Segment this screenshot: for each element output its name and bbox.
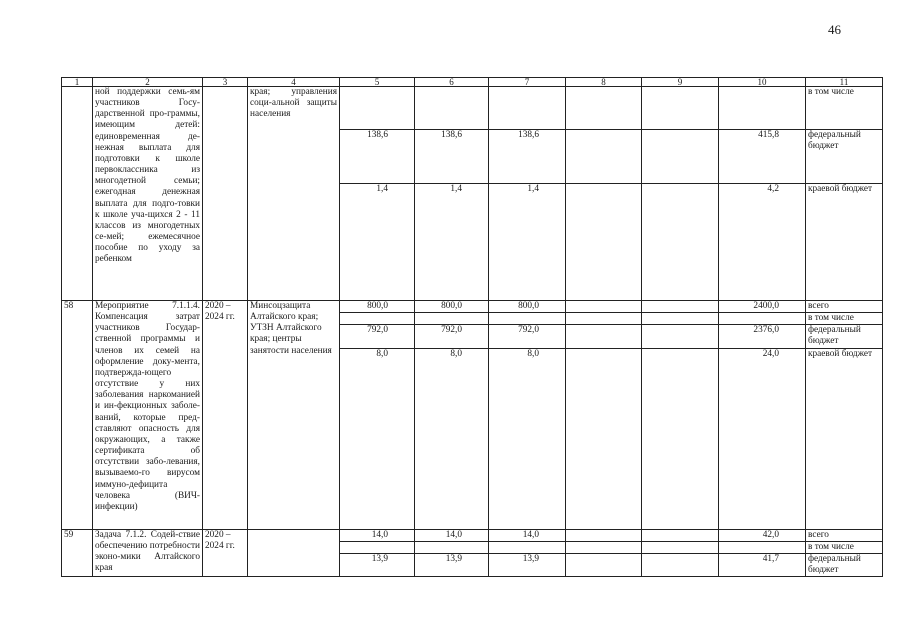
value-2024	[642, 325, 719, 348]
value-total: 42,0	[719, 529, 806, 541]
value-2023	[566, 87, 642, 130]
value-2020: 792,0	[340, 325, 415, 348]
value-total: 415,8	[719, 130, 806, 184]
value-total	[719, 541, 806, 553]
period-cell: 2020 – 2024 гг.	[203, 301, 248, 530]
value-2024	[642, 553, 719, 576]
value-2023	[566, 184, 642, 301]
value-total: 24,0	[719, 348, 806, 529]
value-2021: 8,0	[415, 348, 489, 529]
value-2021	[415, 87, 489, 130]
value-total: 2400,0	[719, 301, 806, 313]
value-2023	[566, 313, 642, 325]
funding-source: в том числе	[806, 313, 883, 325]
value-2021: 792,0	[415, 325, 489, 348]
table-row	[62, 529, 883, 541]
value-2020: 138,6	[340, 130, 415, 184]
value-2023	[566, 130, 642, 184]
value-2021	[415, 541, 489, 553]
col-header-9: 9	[642, 78, 719, 87]
value-2024	[642, 348, 719, 529]
value-2020	[340, 313, 415, 325]
value-2024	[642, 301, 719, 313]
period-cell	[203, 87, 248, 301]
value-2022	[489, 313, 566, 325]
value-2024	[642, 130, 719, 184]
value-2022	[489, 87, 566, 130]
value-2022	[489, 541, 566, 553]
executor-cell: края; управления соци-альной защиты населения	[248, 87, 340, 301]
col-header-11: 11	[806, 78, 883, 87]
value-2024	[642, 87, 719, 130]
measure-description: ной поддержки семь-ям участников Госу-дарственной про-граммы, имеющим детей: единовременная де-нежная выплата для подготовки к школе первоклассника из многодетной семьи; ежегодная денежная выплата для подго-товки к школе уча-щихся 2 - 11 классов из многодетных се-мей; ежемесячное пособие по уходу за ребенком	[93, 87, 203, 301]
funding-source: федеральный бюджет	[806, 130, 883, 184]
col-header-3: 3	[203, 78, 248, 87]
funding-source: в том числе	[806, 87, 883, 130]
period-cell: 2020 – 2024 гг.	[203, 529, 248, 577]
executor-cell	[248, 529, 340, 577]
value-2022: 792,0	[489, 325, 566, 348]
funding-source: всего	[806, 301, 883, 313]
row-number-cell: 59	[62, 529, 93, 577]
value-total: 2376,0	[719, 325, 806, 348]
value-2020	[340, 541, 415, 553]
value-total	[719, 87, 806, 130]
value-2021: 138,6	[415, 130, 489, 184]
value-2021	[415, 313, 489, 325]
col-header-5: 5	[340, 78, 415, 87]
funding-source: федеральный бюджет	[806, 325, 883, 348]
funding-source: в том числе	[806, 541, 883, 553]
value-total	[719, 313, 806, 325]
value-total: 4,2	[719, 184, 806, 301]
row-number-cell	[62, 87, 93, 301]
value-2020: 14,0	[340, 529, 415, 541]
value-2021: 13,9	[415, 553, 489, 576]
value-total: 41,7	[719, 553, 806, 576]
value-2023	[566, 553, 642, 576]
funding-source: всего	[806, 529, 883, 541]
table-row	[62, 87, 883, 130]
col-header-10: 10	[719, 78, 806, 87]
value-2023	[566, 301, 642, 313]
value-2023	[566, 325, 642, 348]
col-header-8: 8	[566, 78, 642, 87]
value-2022: 8,0	[489, 348, 566, 529]
page-number: 46	[828, 22, 841, 37]
table-row	[62, 301, 883, 313]
value-2022: 138,6	[489, 130, 566, 184]
value-2024	[642, 529, 719, 541]
value-2021: 1,4	[415, 184, 489, 301]
col-header-4: 4	[248, 78, 340, 87]
col-header-2: 2	[93, 78, 203, 87]
col-header-7: 7	[489, 78, 566, 87]
column-number-row	[62, 78, 883, 87]
executor-cell: Минсоцзащита Алтайского края; УТЗН Алтайского края; центры занятости населения	[248, 301, 340, 530]
value-2024	[642, 313, 719, 325]
value-2024	[642, 184, 719, 301]
value-2020: 13,9	[340, 553, 415, 576]
value-2022: 13,9	[489, 553, 566, 576]
value-2020	[340, 87, 415, 130]
row-number-cell: 58	[62, 301, 93, 530]
col-header-1: 1	[62, 78, 93, 87]
value-2020: 800,0	[340, 301, 415, 313]
value-2024	[642, 541, 719, 553]
value-2022: 14,0	[489, 529, 566, 541]
value-2023	[566, 529, 642, 541]
value-2023	[566, 348, 642, 529]
value-2022: 800,0	[489, 301, 566, 313]
measure-description: Мероприятие 7.1.1.4. Компенсация затрат участников Государ-ственной программы и членов их семей на оформление доку-мента, подтвержда-ющего отсутствие у них заболевания наркоманией и ин-фекционных заболе-ваний, которые пред-ставляют опасность для окружающих, а также сертификата об отсутствии забо-левания, вызываемо-го вирусом иммуно-дефицита человека (ВИЧ-инфекции)	[93, 301, 203, 530]
value-2020: 8,0	[340, 348, 415, 529]
measure-description: Задача 7.1.2. Содей-ствие обеспечению потребности эконо-мики Алтайского края	[93, 529, 203, 577]
value-2023	[566, 541, 642, 553]
value-2021: 800,0	[415, 301, 489, 313]
funding-source: краевой бюджет	[806, 348, 883, 529]
value-2020: 1,4	[340, 184, 415, 301]
funding-source: краевой бюджет	[806, 184, 883, 301]
funding-source: федеральный бюджет	[806, 553, 883, 576]
col-header-6: 6	[415, 78, 489, 87]
value-2021: 14,0	[415, 529, 489, 541]
program-measures-table	[61, 77, 883, 577]
value-2022: 1,4	[489, 184, 566, 301]
